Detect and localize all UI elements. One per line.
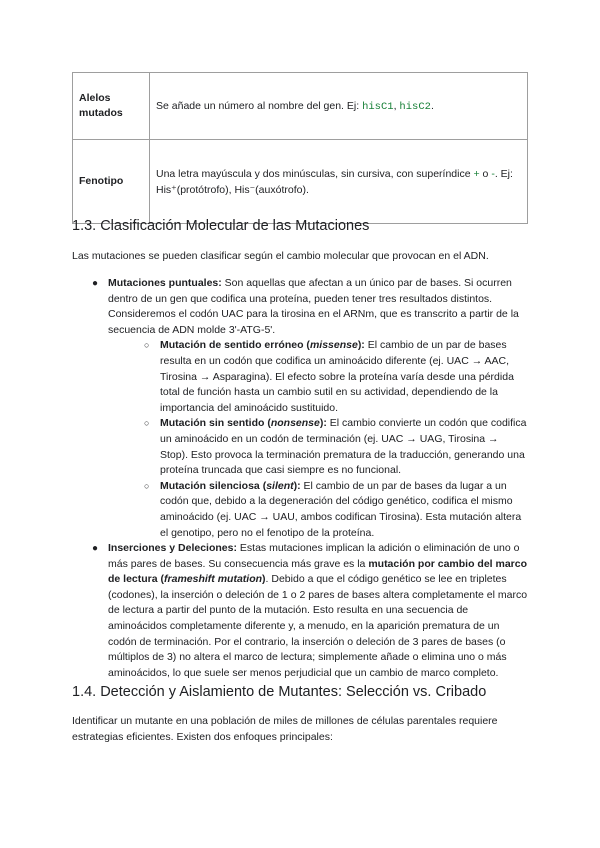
cell-text-2: . Ej: His⁺(protótrofo), His⁻(auxótrofo).: [156, 167, 513, 196]
list-item-indel: [92, 541, 528, 681]
item-label: Mutación de sentido erróneo (missense):: [160, 339, 365, 352]
mutation-list: [92, 276, 528, 681]
section-heading-1-4: 1.4. Detección y Aislamiento de Mutantes: Selección vs. Cribado: [72, 684, 487, 700]
item-text-2: . Debido a que el código genético se lee en tripletes (codones), la inserción o deleción de 1 o 2 pares de bases altera completamente el marco de lectura a partir del punto de la mutación. Esto resulta en una secuencia de aminoácidos completamente diferente y, a menudo, en la aparición prematura de un codón de terminación. Por el contrario, la inserción o deleción de 3 pares de bases (o múltiplos de 3) no altera el marco de lectura; simplemente añade o elimina uno o más aminoácidos, lo que suele ser menos perjudicial que un cambio de marco completo.: [108, 573, 528, 679]
section-intro-1-3: Las mutaciones se pueden clasificar según el cambio molecular que provocan en el ADN.: [72, 250, 489, 262]
bullet-icon: ●: [92, 278, 99, 289]
sub-item-nonsense: [144, 416, 528, 478]
cell-text: Se añade un número al nombre del gen. Ej:: [156, 99, 363, 112]
section-intro-1-4: Identificar un mutante en una población de miles de millones de células parentales requiere estrategias eficientes. Existen dos enfoques principales:: [72, 715, 498, 743]
item-text: El cambio de un par de bases resulta en un codón que codifica un aminoácido diferente (ej. UAC → AAC, Tirosina → Asparagina). El efecto sobre la proteína varía desde una pérdida total de función hasta un cambio sutil en su actividad, dependiendo de la importancia del aminoácido sustituido.: [160, 339, 514, 414]
item-term: silent: [266, 479, 294, 492]
table-key-cell: Fenotipo: [73, 140, 150, 224]
item-term: missense: [309, 339, 358, 352]
sub-item-missense: [144, 338, 528, 416]
sub-item-silent: [144, 479, 528, 541]
table-row: [73, 73, 528, 140]
table-row: [73, 140, 528, 224]
item-label: Mutación sin sentido (nonsense):: [160, 417, 327, 430]
code-allele-1: hisC1: [362, 100, 394, 113]
cell-text: Una letra mayúscula y dos minúsculas, sin cursiva, con superíndice: [156, 167, 474, 180]
or-text: o: [479, 167, 492, 180]
item-bold: mutación por cambio del marco de lectura (frameshift mutation): [108, 557, 528, 586]
item-text: Estas mutaciones implican la adición o eliminación de uno o más pares de bases. Su consecuencia más grave es la: [108, 542, 520, 570]
item-label: Mutaciones puntuales:: [108, 277, 222, 289]
item-text: El cambio convierte un codón que codifica un aminoácido en un codón de terminación (ej. UAC → UAG, Tirosina → Stop). Esto provoca la terminación prematura de la traducción, generando una proteína truncada que casi siempre es no funcional.: [160, 417, 527, 477]
item-label: Mutación silenciosa (silent):: [160, 479, 301, 492]
table-value-cell: [150, 140, 528, 224]
section-heading-1-3: 1.3. Clasificación Molecular de las Mutaciones: [72, 218, 370, 234]
item-label: Inserciones y Deleciones:: [108, 542, 237, 555]
item-term: frameshift mutation: [164, 573, 263, 586]
separator: ,: [393, 99, 400, 112]
circle-bullet-icon: ○: [144, 340, 150, 351]
table-key-cell: Alelos mutados: [73, 73, 150, 140]
plus-sign: +: [473, 167, 480, 180]
item-term: nonsense: [270, 417, 320, 430]
circle-bullet-icon: ○: [144, 418, 150, 429]
code-allele-2: hisC2: [399, 100, 431, 113]
item-text: Son aquellas que afectan a un único par de bases. Si ocurren dentro de un gen que codifica una proteína, pueden tener tres resultados distintos. Consideremos el codón UAC para la tirosina en el ARNm, que es transcrito a partir de la secuencia de ADN molde 3'-ATG-5'.: [108, 277, 519, 336]
circle-bullet-icon: ○: [144, 480, 150, 491]
minus-sign: -: [491, 167, 495, 180]
period: .: [430, 99, 434, 112]
nomenclature-table: [72, 72, 528, 224]
list-item-puntuales: [92, 276, 528, 541]
item-text: El cambio de un par de bases da lugar a un codón que, debido a la degeneración del código genético, codifica el mismo aminoácido (ej. UAC → UAU, ambos codifican Tirosina). Esta mutación altera el genotipo, pero no el fenotipo de la proteína.: [160, 479, 522, 539]
table-value-cell: [150, 73, 528, 140]
bullet-icon: ●: [92, 543, 99, 555]
